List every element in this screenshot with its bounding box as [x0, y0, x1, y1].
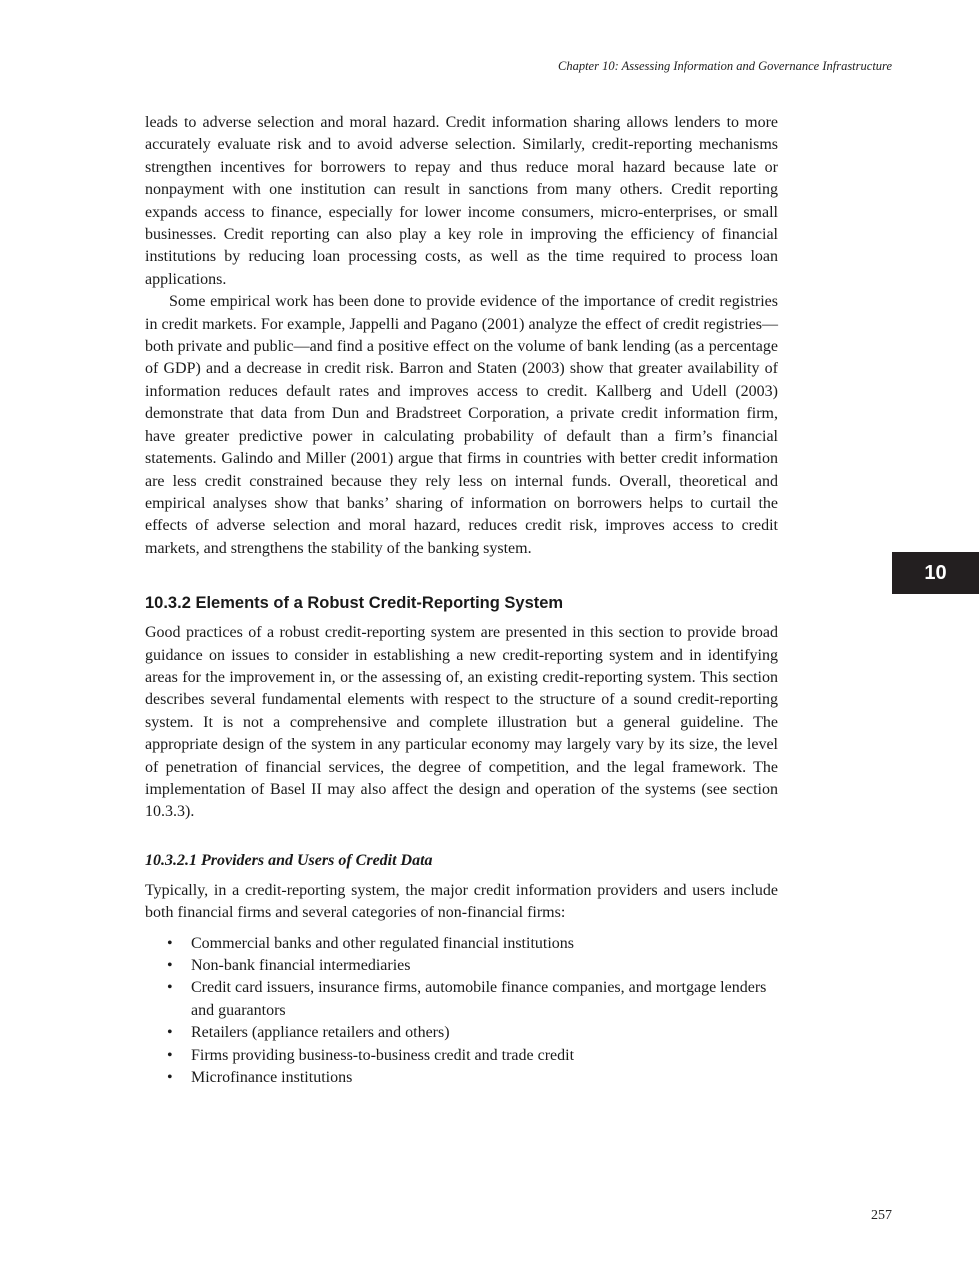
section-paragraph: Good practices of a robust credit-reporting system are presented in this section to provide broad guidance on issues to consider in establishing a new credit-reporting system and in identifying areas for the improvement in, or the assessing of, an existing credit-reporting system. This section describes several fundamental elements with respect to the structure of a sound credit-reporting system. It is not a comprehensive and complete illustration but a general guideline. The appropriate design of the system in any particular economy may largely vary by its size, the level of penetration of financial services, the degree of competition, and the legal framework. The implementation of Basel II may also affect the design and operation of the systems (see section 10.3.3). [145, 624, 778, 821]
bullet-icon: • [167, 1069, 173, 1087]
bullet-icon: • [167, 934, 173, 952]
list-item [167, 1022, 778, 1044]
list-item-text: Non-bank financial intermediaries [191, 957, 411, 974]
bullet-icon: • [167, 1046, 173, 1064]
list-item [167, 1045, 778, 1067]
chapter-tab-label: 10 [924, 561, 947, 584]
chapter-tab [892, 552, 979, 594]
list-item [167, 977, 778, 1022]
subsection-heading: 10.3.2.1 Providers and Users of Credit Data [145, 851, 433, 869]
page-body [145, 112, 778, 1089]
list-item-text: Credit card issuers, insurance firms, automobile finance companies, and mortgage lenders and guarantors [191, 979, 767, 1019]
body-paragraph: leads to adverse selection and moral hazard. Credit information sharing allows lenders to more accurately evaluate risk and to avoid adverse selection. Similarly, credit-reporting mechanisms strengthen incentives for borrowers to repay and thus reduce moral hazard because late or nonpayment with one institution can result in sanctions from many others. Credit reporting expands access to finance, especially for lower income consumers, micro-enterprises, or small businesses. Credit reporting can also play a key role in improving the efficiency of financial institutions by reducing loan processing costs, as well as the time required to process loan applications. [145, 114, 778, 288]
list-item-text: Firms providing business-to-business credit and trade credit [191, 1046, 575, 1064]
list-item [167, 955, 778, 977]
list-item-text: Retailers (appliance retailers and others) [191, 1024, 450, 1042]
bullet-icon: • [167, 957, 173, 974]
list-item-text: Microfinance institutions [191, 1069, 353, 1087]
providers-list [145, 933, 778, 1090]
section-heading: 10.3.2 Elements of a Robust Credit-Reporting System [145, 594, 564, 613]
list-item [167, 933, 778, 955]
list-item-text: Commercial banks and other regulated financial institutions [191, 934, 575, 952]
body-paragraph: Some empirical work has been done to provide evidence of the importance of credit registries in credit markets. For example, Jappelli and Pagano (2001) analyze the effect of credit registries—both private and public—and find a positive effect on the volume of bank lending (as a percentage of GDP) and a decrease in credit risk. Barron and Staten (2003) show that greater availability of information reduces default rates and improves access to credit. Kallberg and Udell (2003) demonstrate that data from Dun and Bradstreet Corporation, a private credit information firm, have greater predictive power in calculating probability of default than a firm’s financial statements. Galindo and Miller (2001) argue that firms in countries with better credit information are less credit constrained because they rely less on internal funds. Overall, theoretical and empirical analyses show that banks’ sharing of information on borrowers helps to curtail the effects of adverse selection and moral hazard, reduces credit risk, improves access to credit markets, and strengthens the stability of the banking system. [145, 293, 778, 557]
list-item [167, 1067, 778, 1089]
subsection-paragraph: Typically, in a credit-reporting system, the major credit information providers and users include both financial firms and several categories of non-financial firms: [145, 881, 778, 922]
bullet-icon: • [167, 1024, 173, 1042]
running-head: Chapter 10: Assessing Information and Governance Infrastructure [557, 59, 892, 73]
bullet-icon: • [167, 979, 173, 997]
page-number: 257 [871, 1208, 892, 1223]
